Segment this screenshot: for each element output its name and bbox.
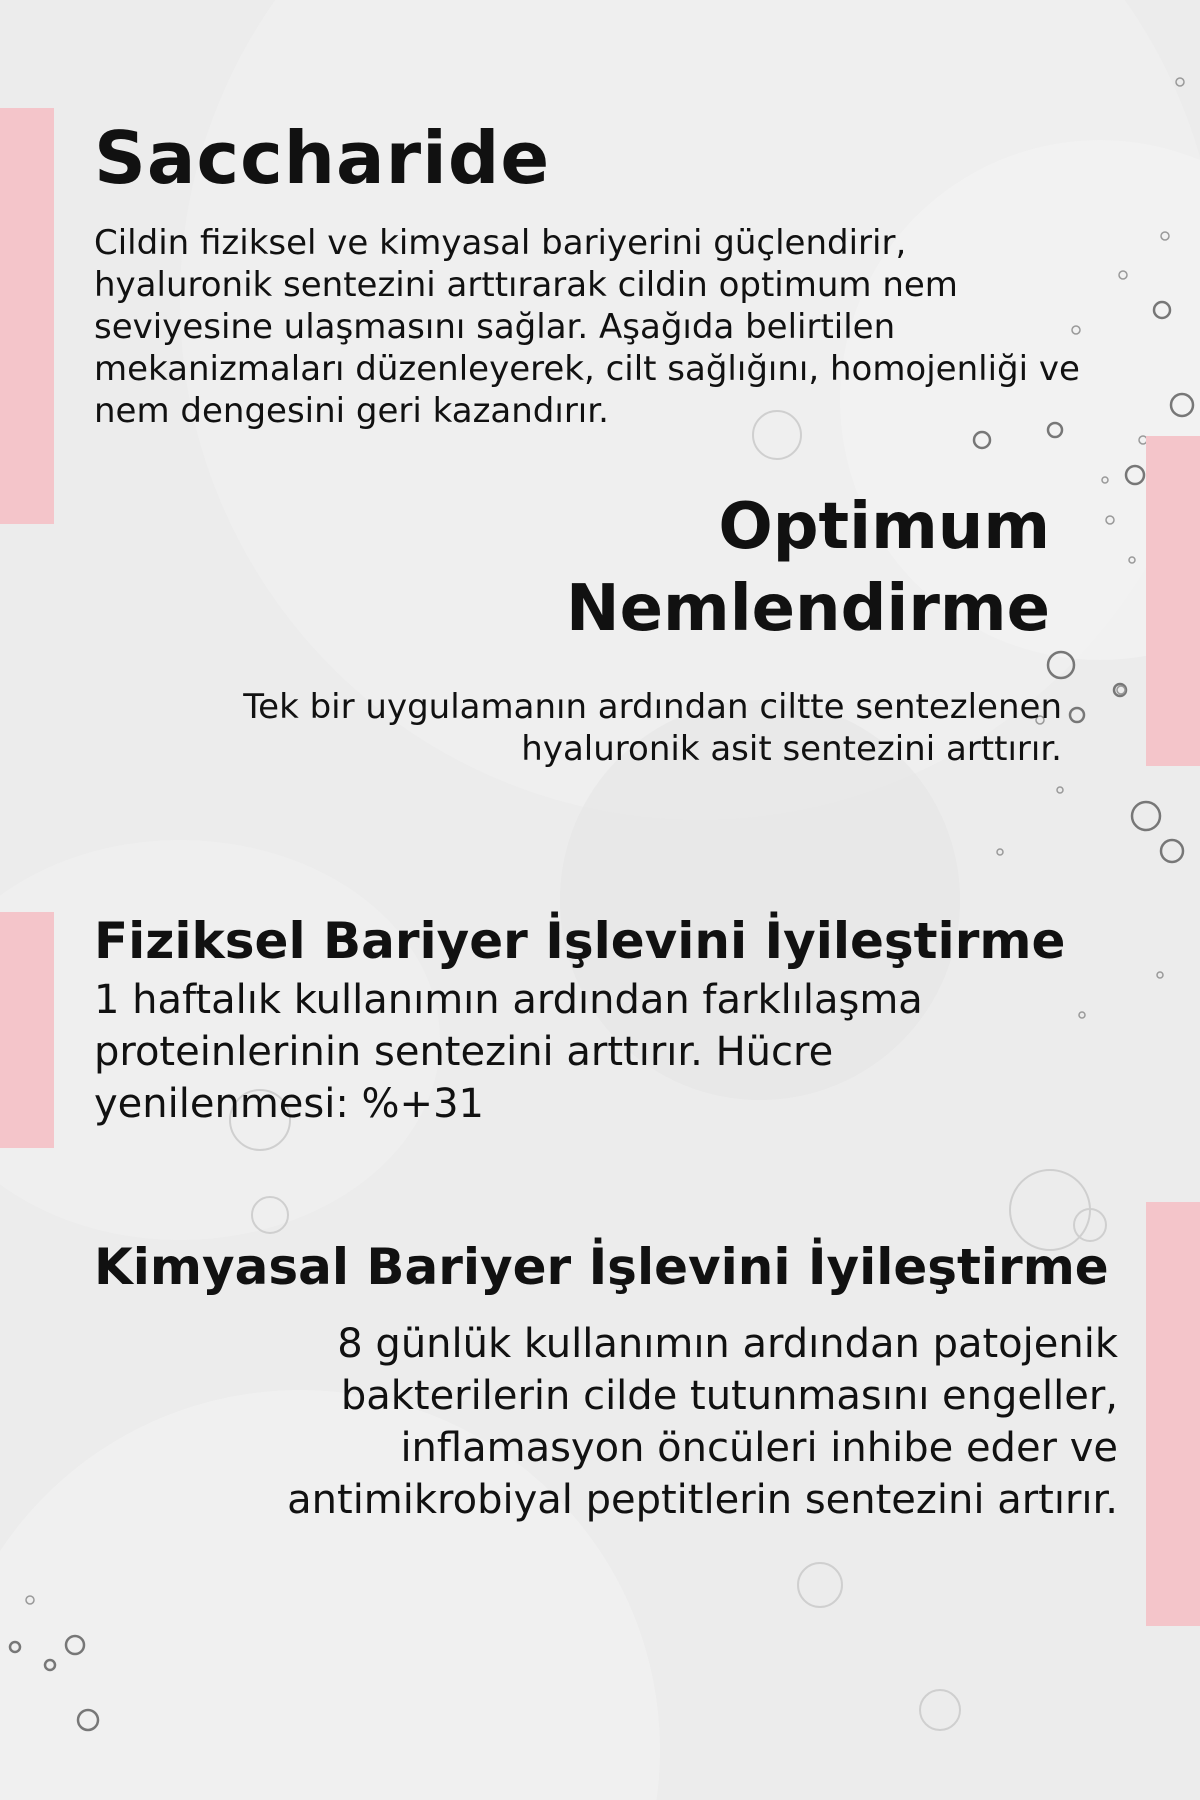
chemical-barrier-title: Kimyasal Bariyer İşlevini İyileştirme [94, 1238, 1109, 1296]
saccharide-title: Saccharide [94, 116, 551, 200]
accent-bar-top-left [0, 108, 54, 524]
chemical-barrier-description [100, 1318, 1118, 1526]
optimum-description [100, 686, 1062, 770]
chemical-barrier-description-line3: inflamasyon öncüleri inhibe eder ve [400, 1425, 1118, 1471]
chemical-barrier-description-line4: antimikrobiyal peptitlerin sentezini artırır. [287, 1477, 1118, 1523]
chemical-barrier-section [94, 1236, 1119, 1298]
accent-bar-right-upper [1146, 436, 1200, 766]
accent-bar-left-middle [0, 912, 54, 1148]
chemical-barrier-description-line2: bakterilerin cilde tutunmasını engeller, [340, 1373, 1118, 1419]
optimum-title-line2: Nemlendirme [566, 572, 1050, 646]
optimum-section [300, 486, 1050, 650]
saccharide-description: Cildin fiziksel ve kimyasal bariyerini güçlendirir, hyaluronik sentezini arttırarak cildin optimum nem seviyesine ulaşmasını sağlar. Aşağıda belirtilen mekanizmaları düzenleyerek, cilt sağlığını, homojenliği ve nem dengesini geri kazandırır. [94, 223, 1080, 431]
optimum-title-line1: Optimum [718, 490, 1050, 564]
physical-barrier-section [94, 910, 1134, 1130]
optimum-description-line2: hyaluronik asit sentezini arttırır. [521, 729, 1062, 769]
chemical-barrier-description-line1: 8 günlük kullanımın ardından patojenik [337, 1321, 1118, 1367]
saccharide-section [94, 116, 1094, 432]
physical-barrier-description: 1 haftalık kullanımın ardından farklılaşma proteinlerinin sentezini arttırır. Hücre yenilenmesi: %+31 [94, 977, 923, 1127]
accent-bar-right-lower [1146, 1202, 1200, 1626]
optimum-description-line1: Tek bir uygulamanın ardından ciltte sentezlenen [243, 687, 1062, 727]
physical-barrier-title: Fiziksel Bariyer İşlevini İyileştirme [94, 912, 1066, 970]
